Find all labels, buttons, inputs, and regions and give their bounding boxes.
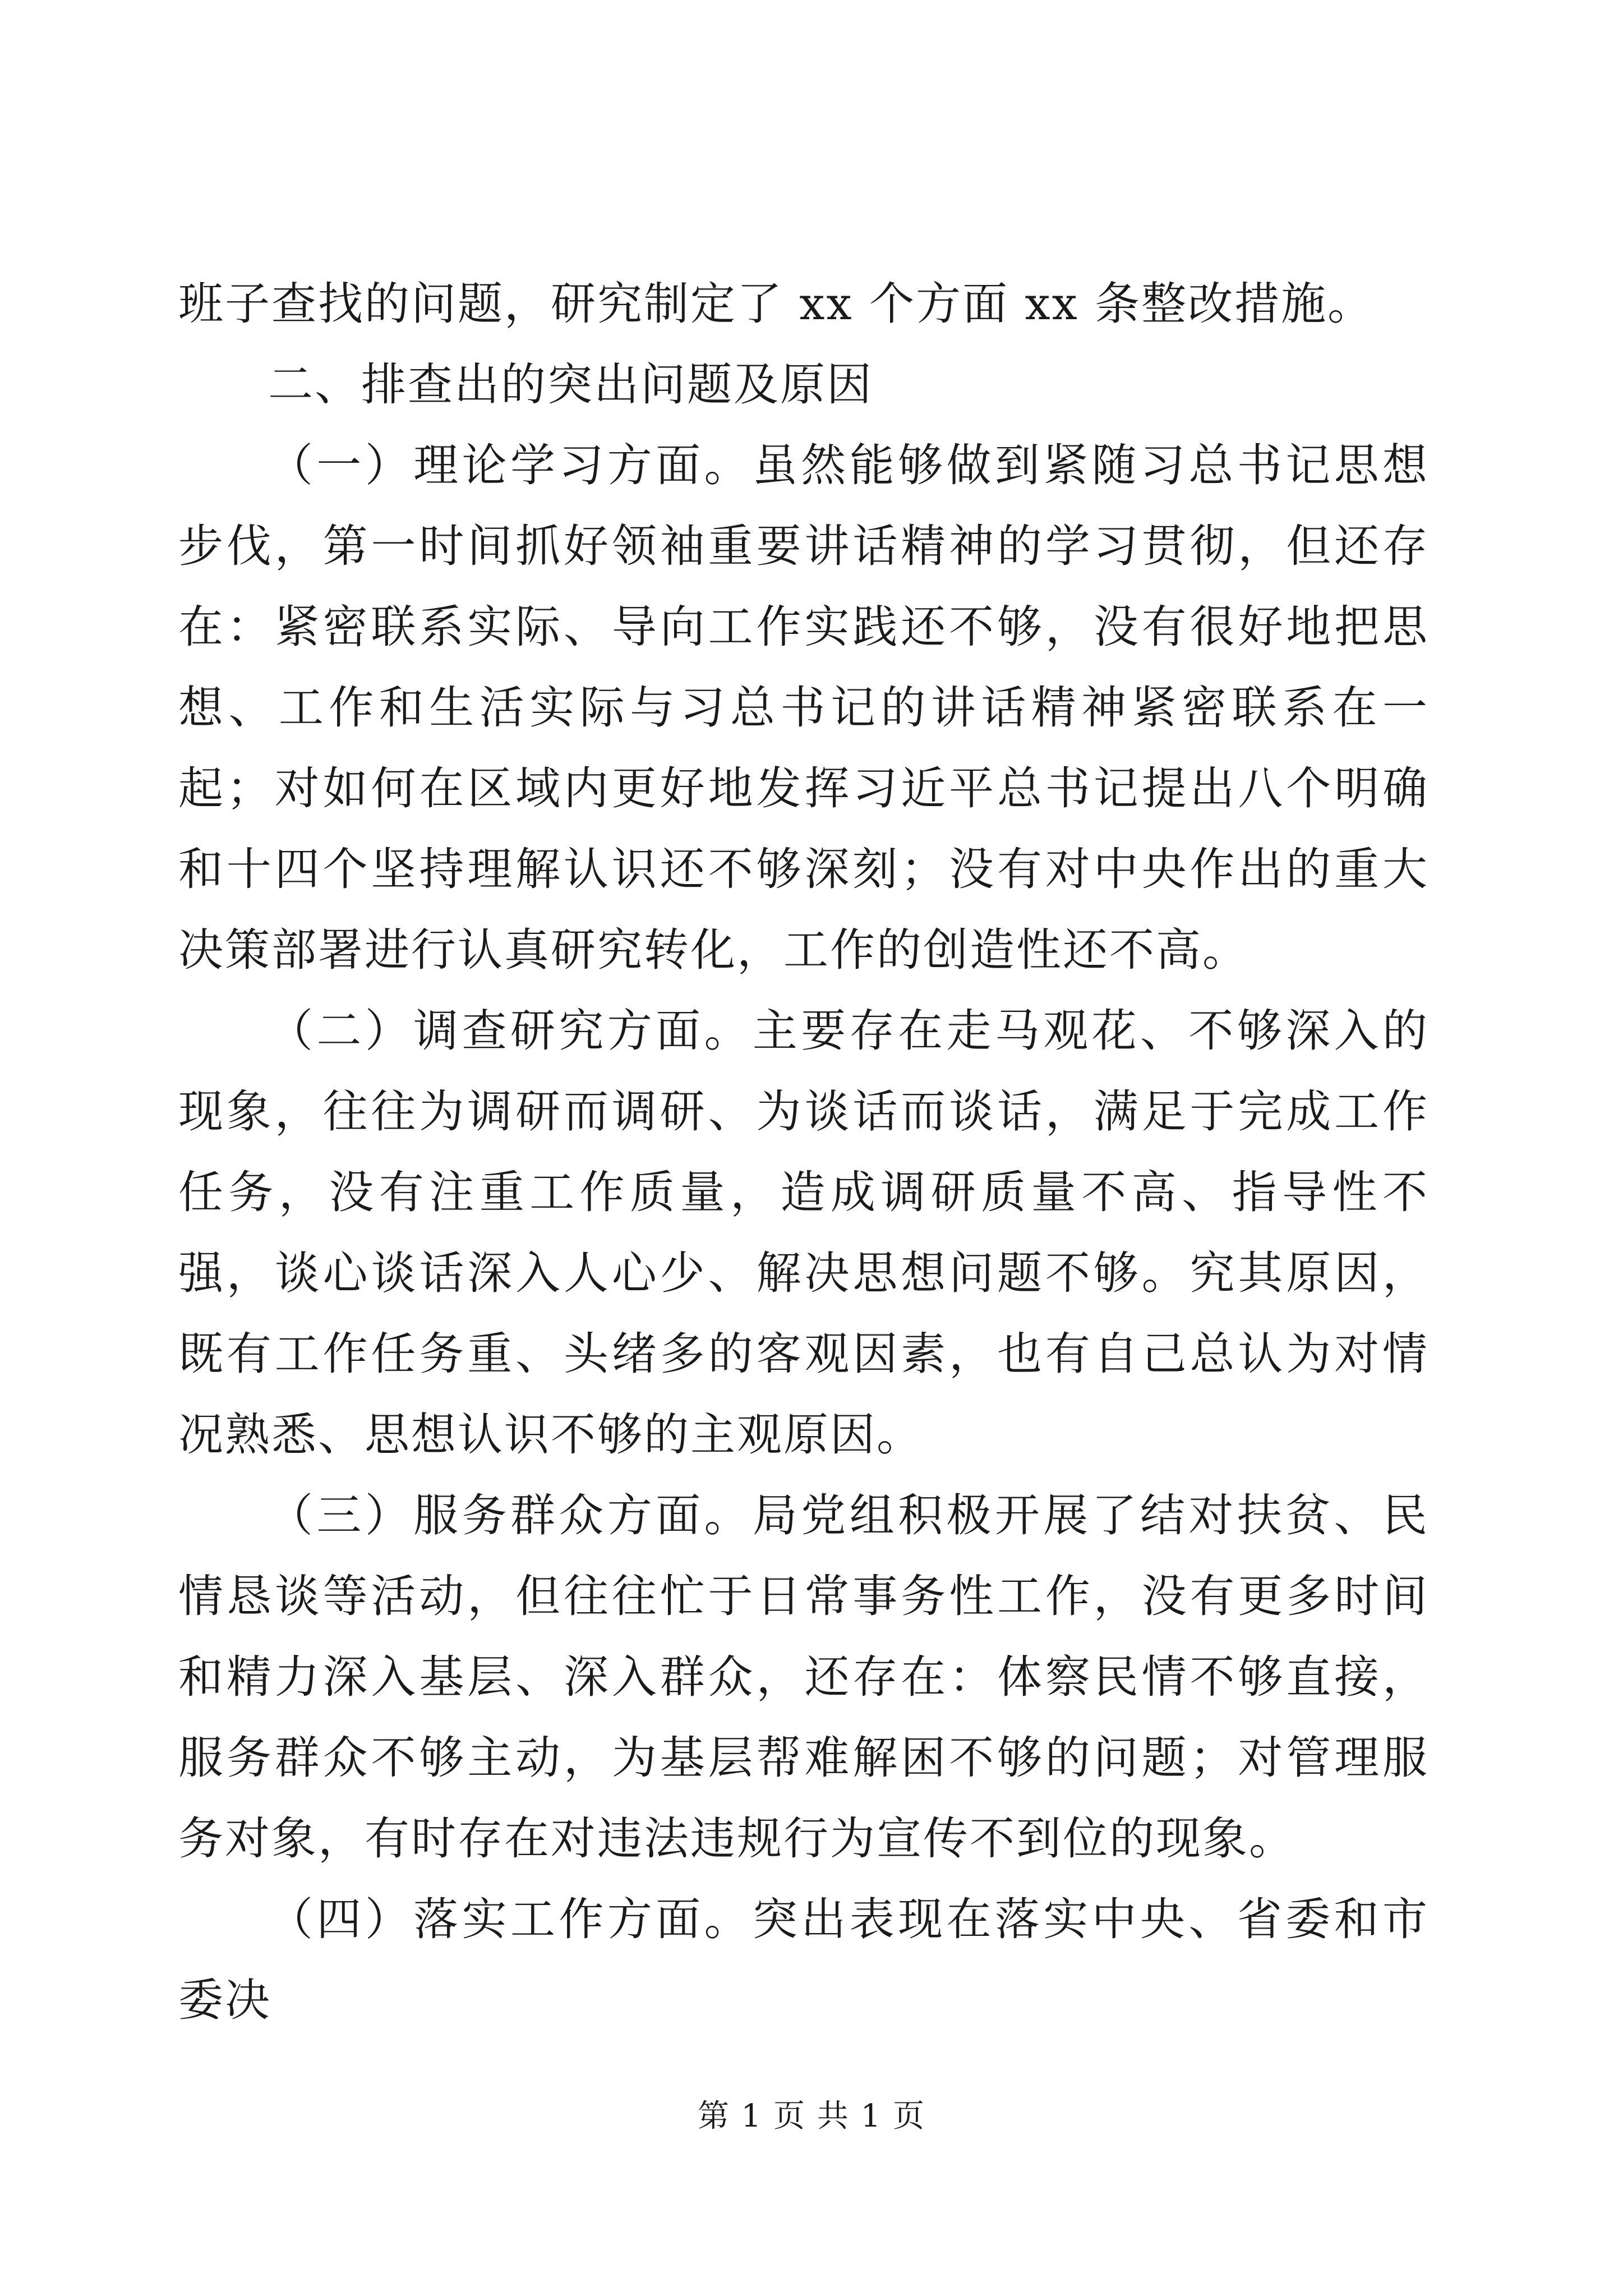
paragraph-implementation: （四）落实工作方面。突出表现在落实中央、省委和市委决 <box>178 1893 1429 2026</box>
paragraph-theory-study: （一）理论学习方面。虽然能够做到紧随习总书记思想步伐，第一时间抓好领袖重要讲话精神的学习贯彻，但还存在：紧密联系实际、导向工作实践还不够，没有很好地把思想、工作和生活实际与习总书记的讲话精神紧密联系在一起；对如何在区域内更好地发挥习近平总书记提出八个明确和十四个坚持理解认识还不够深刻；没有对中央作出的重大决策部署进行认真研究转化，工作的创造性还不高。 <box>178 439 1429 976</box>
paragraph-investigation-research: （二）调查研究方面。主要存在走马观花、不够深入的现象，往往为调研而调研、为谈话而谈话，满足于完成工作任务，没有注重工作质量，造成调研质量不高、指导性不强，谈心谈话深入人心少、解决思想问题不够。究其原因，既有工作任务重、头绪多的客观因素，也有自己总认为对情况熟悉、思想认识不够的主观原因。 <box>178 1005 1429 1461</box>
paragraph-continuation: 班子查找的问题，研究制定了 xx 个方面 xx 条整改措施。 <box>178 278 1375 330</box>
page-footer: 第 1 页 共 1 页 <box>697 2098 926 2134</box>
paragraph-serving-masses: （三）服务群众方面。局党组积极开展了结对扶贫、民情恳谈等活动，但往往忙于日常事务性工作，没有更多时间和精力深入基层、深入群众，还存在：体察民情不够直接，服务群众不够主动，为基层帮难解困不够的问题；对管理服务对象，有时存在对违法违规行为宣传不到位的现象。 <box>178 1489 1429 1865</box>
document-body <box>178 264 1429 2041</box>
section-heading: 二、排查出的突出问题及原因 <box>268 358 873 411</box>
